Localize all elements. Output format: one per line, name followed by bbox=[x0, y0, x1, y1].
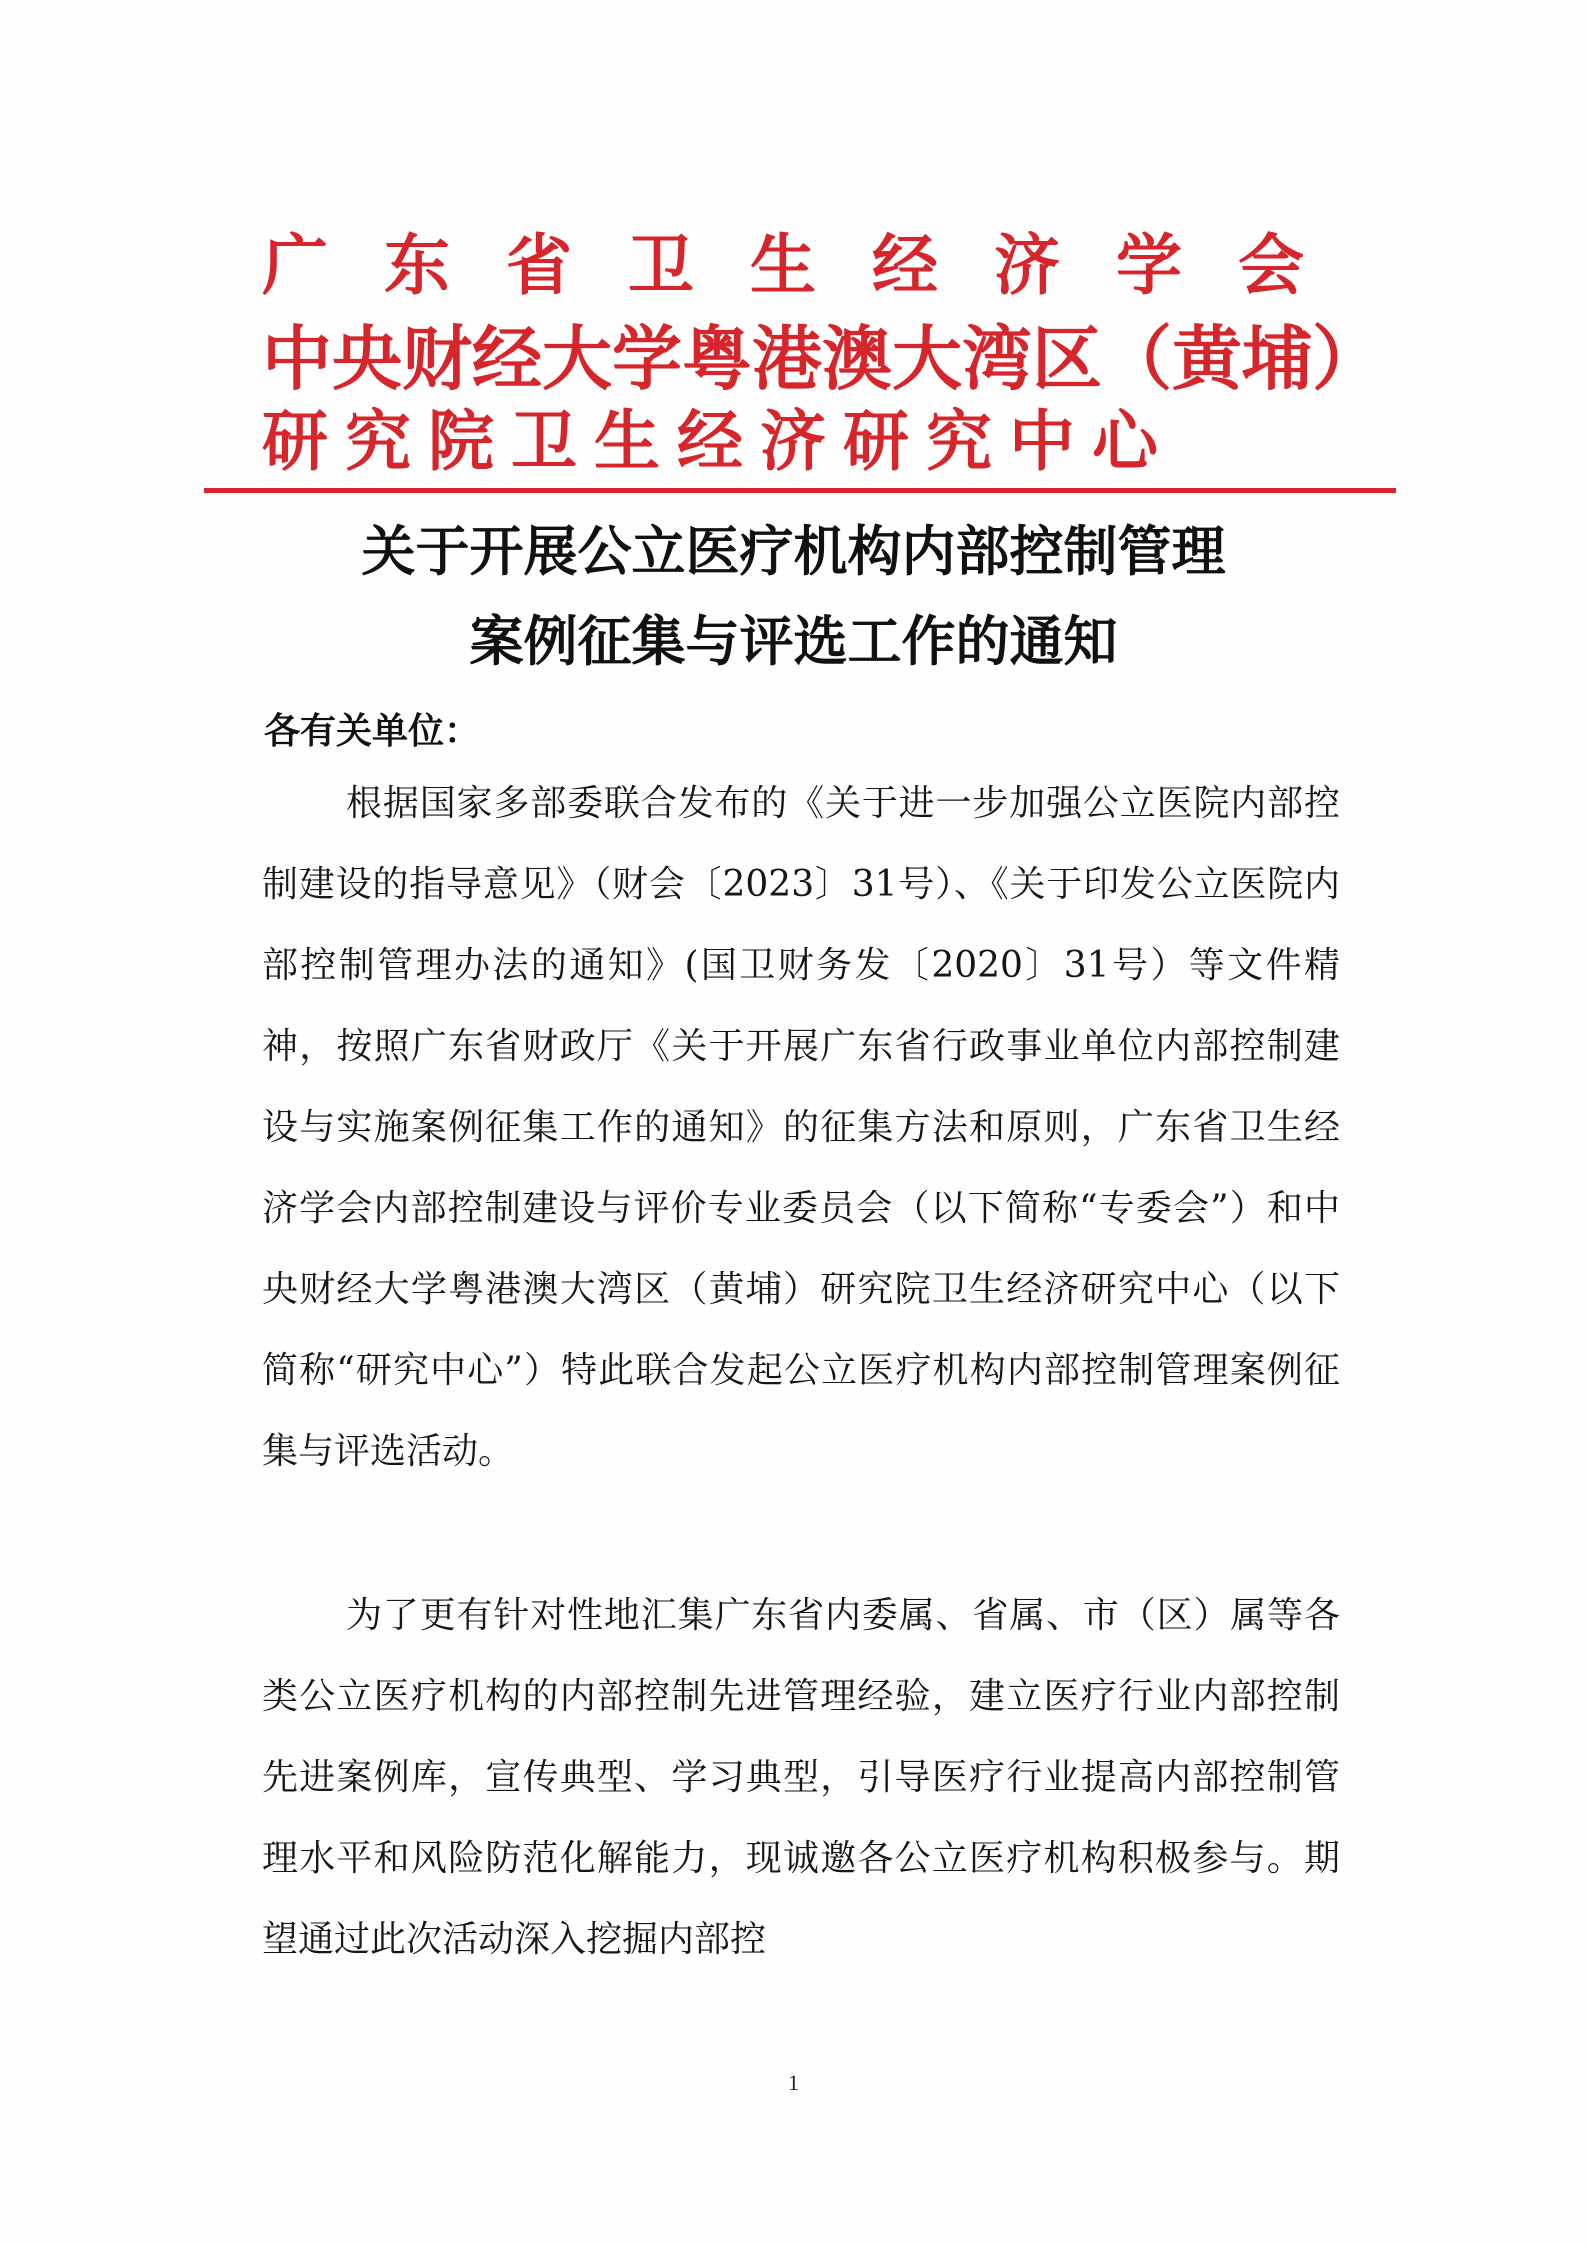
document-title-line-1: 关于开展公立医疗机构内部控制管理 bbox=[361, 519, 1226, 583]
body-paragraph-2: 为了更有针对性地汇集广东省内委属、省属、市（区）属等各类公立医疗机构的内部控制先进管理经验，建立医疗行业内部控制先进案例库，宣传典型、学习典型，引导医疗行业提高内部控制管理水平和风险防范化解能力，现诚邀各公立医疗机构积极参与。期望通过此次活动深入挖掘内部控 bbox=[262, 1595, 1340, 1960]
letterhead-line-2: 中央财经大学粤港澳大湾区（黄埔） bbox=[262, 317, 1382, 400]
document-title-line-2: 案例征集与评选工作的通知 bbox=[469, 609, 1118, 673]
page-number: 1 bbox=[788, 2070, 799, 2095]
letterhead-line-1: 广东省卫生经济学会 bbox=[262, 226, 1360, 304]
letterhead-divider bbox=[204, 488, 1396, 493]
body-paragraph-1: 根据国家多部委联合发布的《关于进一步加强公立医院内部控制建设的指导意见》（财会〔2023〕31号）、《关于印发公立医院内部控制管理办法的通知》(国卫财务发〔2020〕31号）等文件精神，按照广东省财政厅《关于开展广东省行政事业单位内部控制建设与实施案例征集工作的通知》的征集方法和原则，广东省卫生经济学会内部控制建设与评价专业委员会（以下简称“专委会”）和中央财经大学粤港澳大湾区（黄埔）研究院卫生经济研究中心（以下简称“研究中心”）特此联合发起公立医疗机构内部控制管理案例征集与评选活动。 bbox=[262, 783, 1340, 1472]
salutation: 各有关单位： bbox=[264, 710, 481, 752]
letterhead-line-3: 研究院卫生经济研究中心 bbox=[262, 402, 1175, 480]
